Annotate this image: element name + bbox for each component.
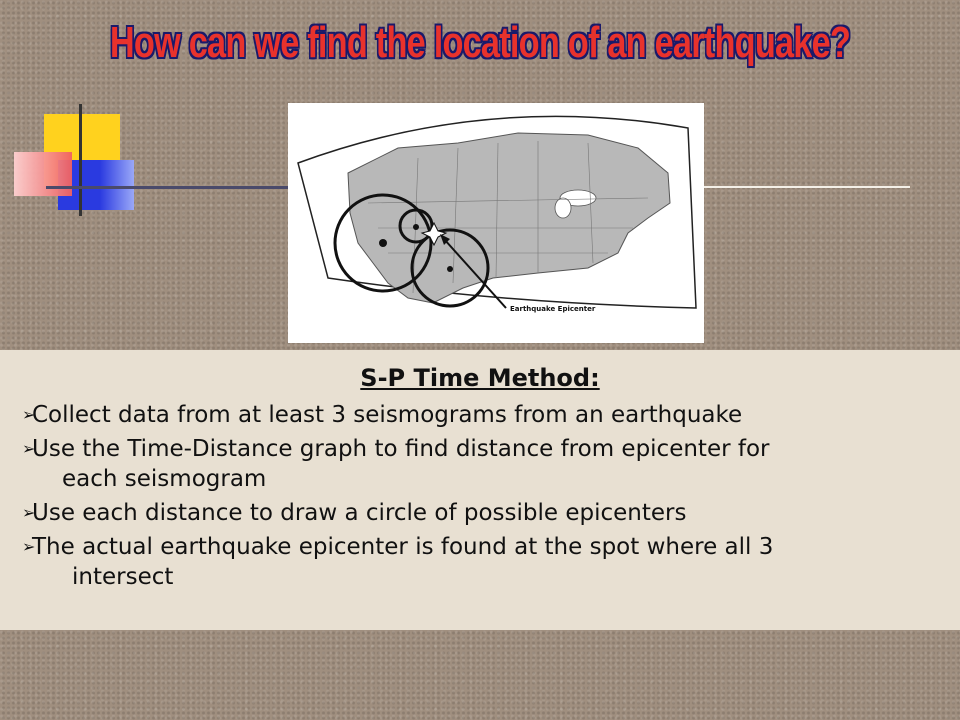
epicenter-map [288, 103, 704, 343]
bullet-text-continued: each seismogram [62, 466, 267, 492]
arrow-bullet-icon: ➢ [22, 503, 36, 522]
method-panel [0, 350, 960, 630]
bullet-list [22, 400, 952, 596]
bullet-text: Collect data from at least 3 seismograms from an earthquake [32, 402, 743, 428]
panel-heading: S-P Time Method: [360, 364, 600, 392]
right-horizontal-rule [704, 186, 910, 188]
red-square [14, 152, 72, 196]
arrow-bullet-icon: ➢ [22, 537, 36, 556]
bullet-text: Use each distance to draw a circle of possible epicenters [32, 500, 687, 526]
vertical-rule [79, 104, 82, 216]
arrow-bullet-icon: ➢ [22, 439, 36, 458]
epicenter-label: Earthquake Epicenter [510, 305, 596, 313]
list-item [22, 498, 952, 528]
bullet-text: The actual earthquake epicenter is found at the spot where all 3 [32, 534, 774, 560]
bullet-text-continued: intersect [72, 564, 174, 590]
arrow-bullet-icon: ➢ [22, 405, 36, 424]
list-item [22, 434, 952, 494]
list-item [22, 400, 952, 430]
bullet-text: Use the Time-Distance graph to find distance from epicenter for [32, 436, 770, 462]
slide-title: How can we find the location of an earthquake? [109, 18, 851, 67]
list-item [22, 532, 952, 592]
map-svg [288, 103, 704, 343]
left-horizontal-rule [46, 186, 290, 189]
